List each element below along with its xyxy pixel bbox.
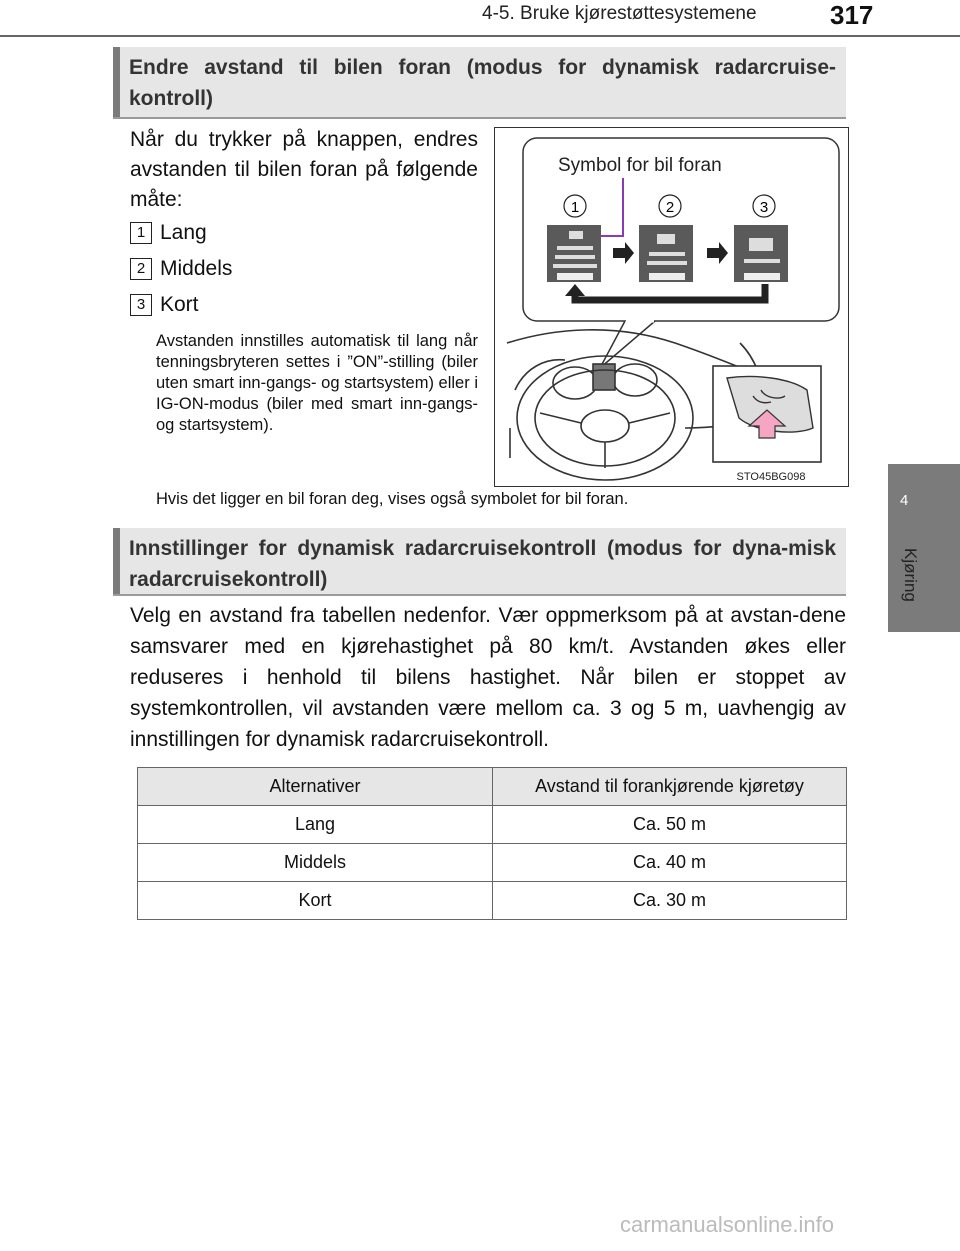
list-item-label: Kort (160, 293, 199, 316)
note-auto-reset: Avstanden innstilles automatisk til lang når tenningsbryteren settes i ”ON”-stilling (biler uten smart inn-gangs- og startsystem) eller i IG-ON-modus (biler med smart inn-gangs- og startsystem). (156, 332, 478, 434)
callout-pointer (600, 321, 655, 368)
settings-paragraph: Velg en avstand fra tabellen nedenfor. Vær oppmerksom på at avstan-dene samsvarer med en kjørehastighet på 80 km/t. Avstanden økes eller reduseres i henhold til bilens hastighet. Når bilen er stoppet av systemkontrollen, vil avstanden være mellom ca. 3 og 5 m, uavhengig av innstillingen for dynamisk radarcruisekontroll. (130, 604, 846, 751)
display-panel-medium (639, 225, 693, 282)
list-item-label: Lang (160, 221, 207, 244)
table-row (138, 844, 847, 882)
section-heading-text: Innstillinger for dynamisk radarcruisekontroll (modus for dyna-misk radarcruisekontroll) (129, 537, 836, 591)
section-heading-settings (113, 528, 846, 596)
display-panel-long (547, 225, 601, 282)
watermark: carmanualsonline.info (620, 1212, 835, 1237)
table-cell: Ca. 50 m (493, 806, 847, 844)
intro-paragraph: Når du trykker på knappen, endres avstanden til bilen foran på følgende måte: (130, 128, 478, 211)
table-header: Avstand til forankjørende kjøretøy (493, 768, 847, 806)
running-header-title: 4-5. Bruke kjørestøttesystemene (482, 3, 757, 24)
list-item-long (130, 221, 207, 245)
table-header: Alternativer (138, 768, 493, 806)
chapter-tab (888, 464, 960, 632)
table-cell: Ca. 30 m (493, 882, 847, 920)
figure-code: STO45BG098 (736, 471, 806, 483)
table-row (138, 806, 847, 844)
number-marker: 3 (130, 294, 152, 316)
number-marker: 1 (130, 222, 152, 244)
illustration-svg (495, 128, 848, 486)
table-row (138, 882, 847, 920)
table-cell: Kort (138, 882, 493, 920)
distance-table (137, 767, 847, 920)
number-marker: 2 (130, 258, 152, 280)
list-item-label: Middels (160, 257, 233, 280)
table-cell: Middels (138, 844, 493, 882)
table-cell: Ca. 40 m (493, 844, 847, 882)
page-number: 317 (830, 0, 874, 30)
table-cell: Lang (138, 806, 493, 844)
svg-text:2: 2 (665, 199, 675, 216)
chapter-label: Kjøring (901, 548, 920, 602)
chapter-number: 4 (900, 492, 909, 509)
symbol-label: Symbol for bil foran (558, 155, 722, 176)
section-heading-distance (113, 47, 846, 119)
section-heading-text: Endre avstand til bilen foran (modus for dynamisk radarcruise-kontroll) (129, 56, 836, 110)
list-item-short (130, 293, 199, 317)
list-item-medium (130, 257, 232, 281)
note-vehicle-ahead: Hvis det ligger en bil foran deg, vises også symbolet for bil foran. (156, 490, 629, 508)
header-rule (0, 35, 960, 37)
svg-text:1: 1 (570, 199, 580, 216)
table-header-row (138, 768, 847, 806)
display-panel-short (734, 225, 788, 282)
heading-bar (113, 47, 120, 117)
distance-illustration (494, 127, 849, 487)
svg-text:3: 3 (759, 199, 769, 216)
heading-bar (113, 528, 120, 594)
